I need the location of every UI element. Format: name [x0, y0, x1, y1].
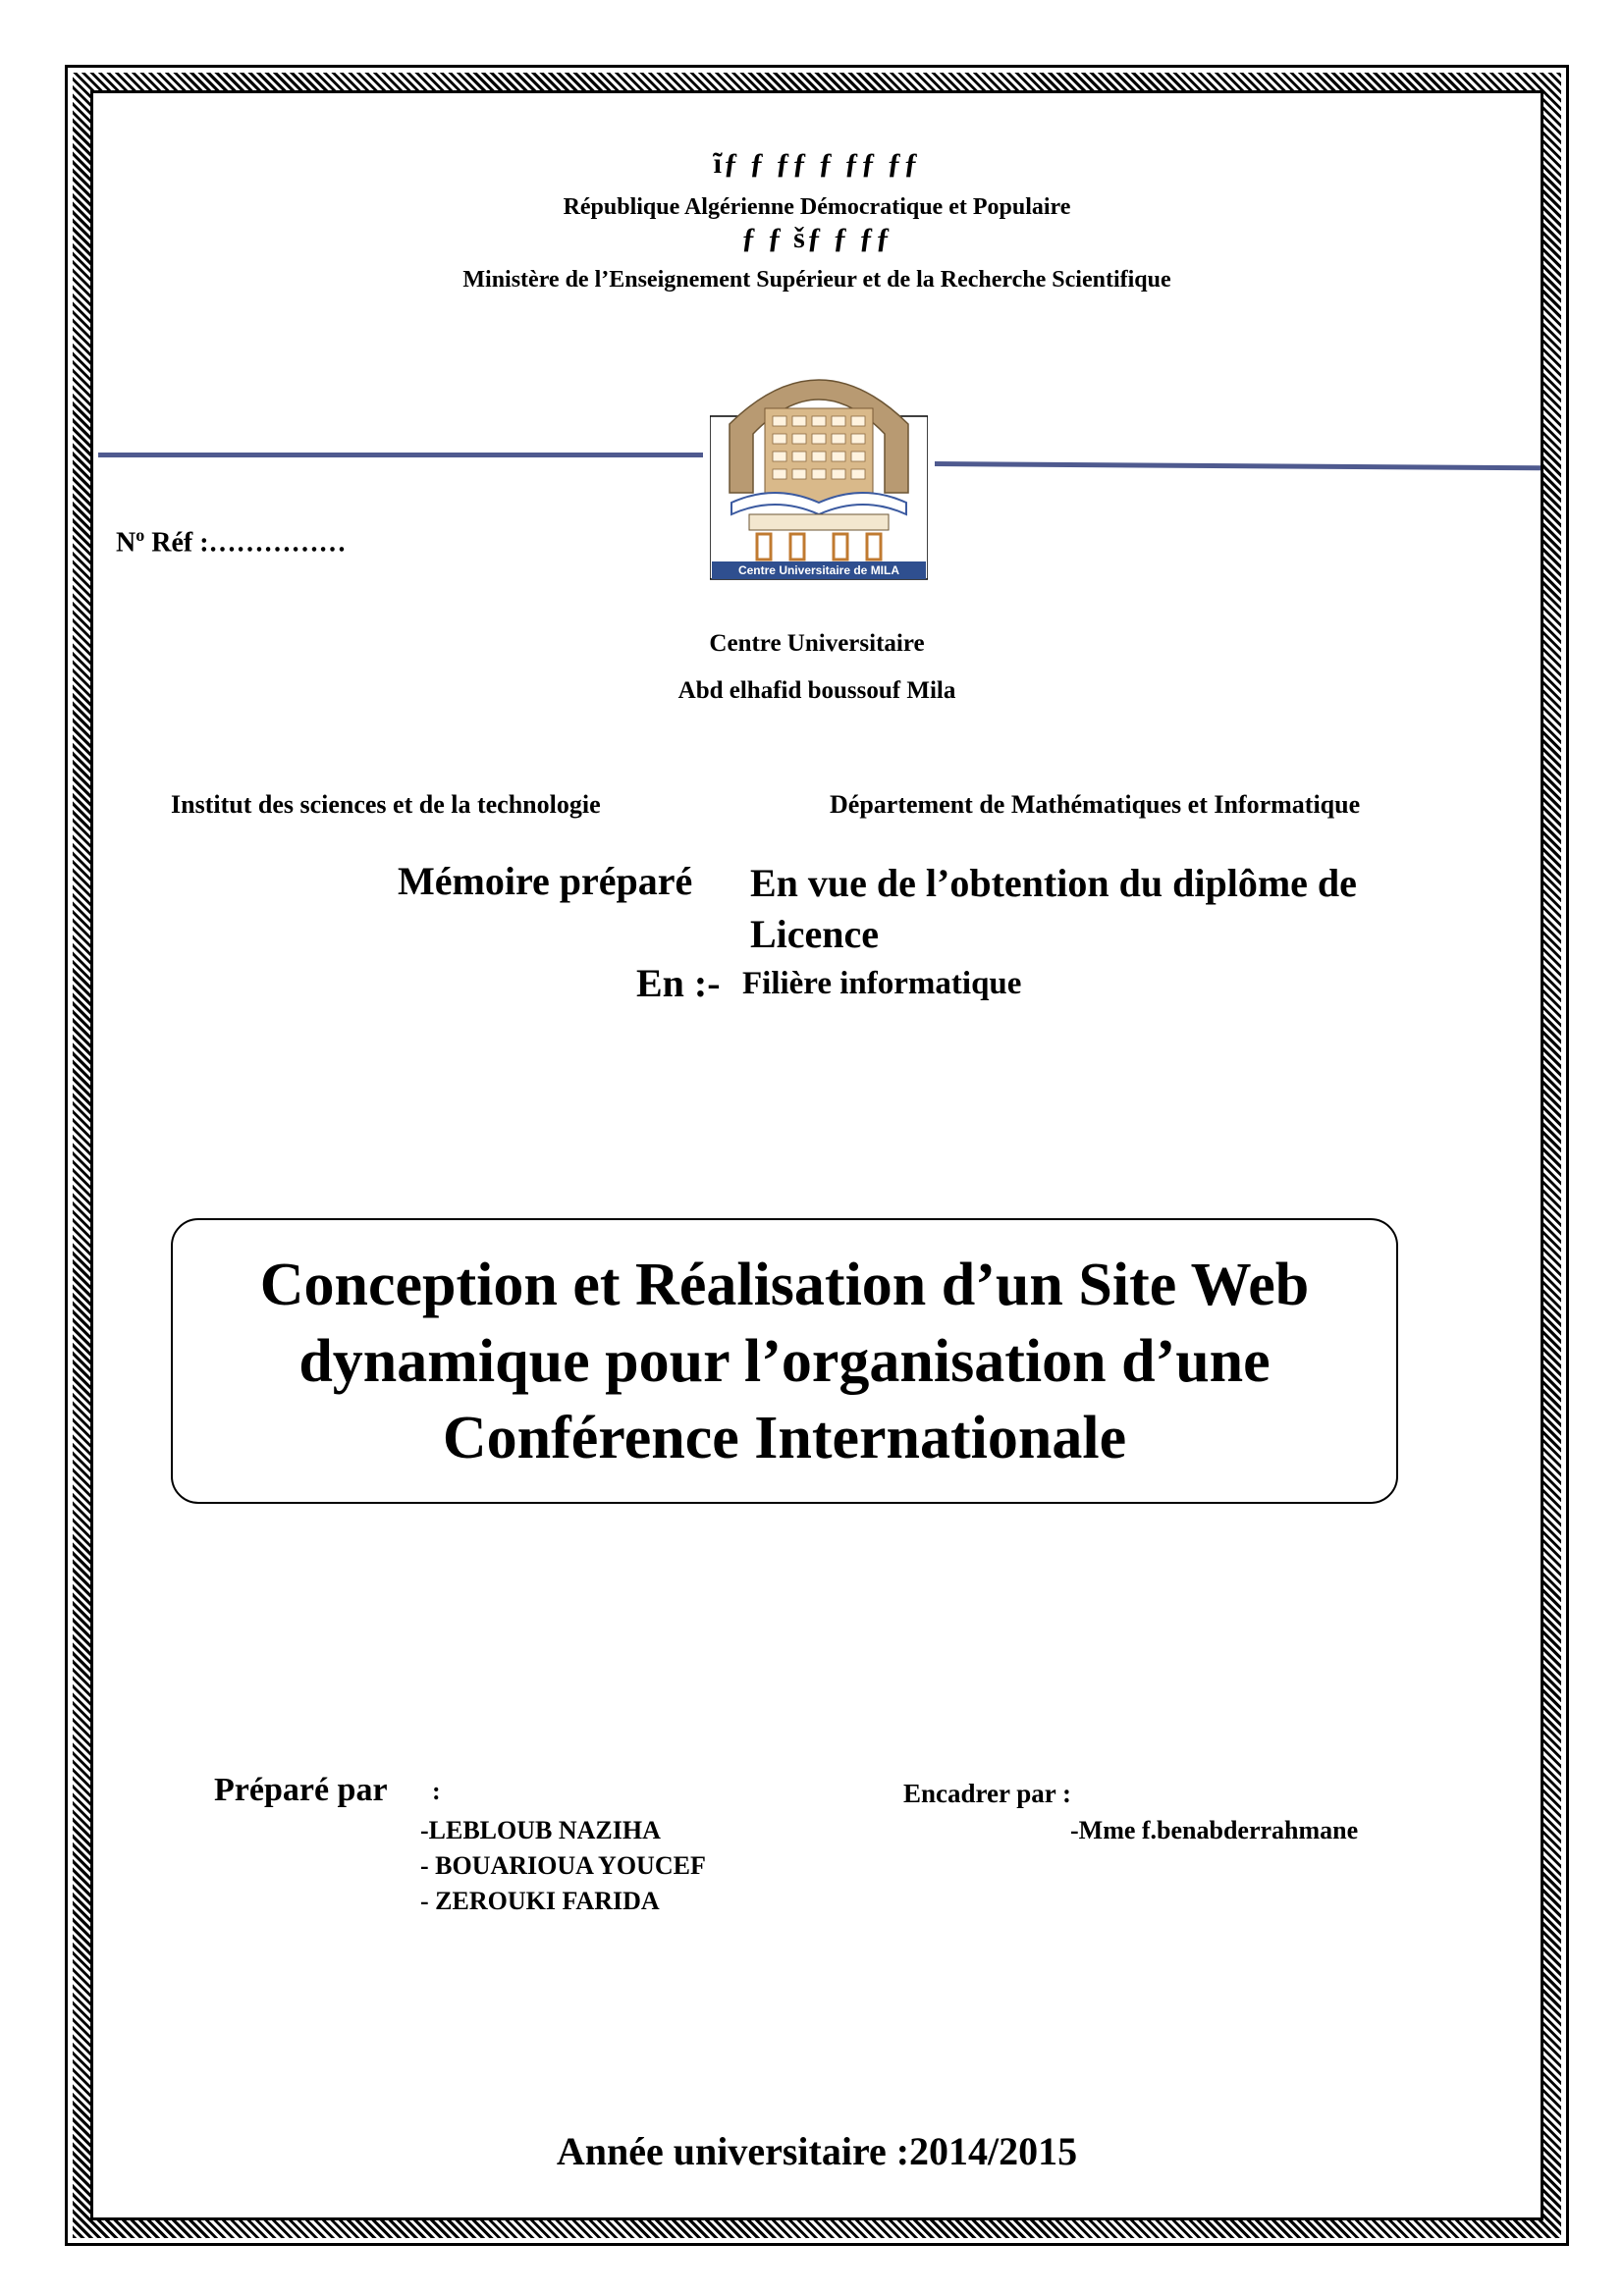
ref-suffix: Réf :…………… — [144, 527, 347, 559]
university-line-2: Abd elhafid boussouf Mila — [677, 677, 956, 704]
logo-caption: Centre Universitaire de MILA — [737, 563, 900, 577]
field-name: Filière informatique — [742, 966, 1022, 1001]
academic-year: Année universitaire :2014/2015 — [556, 2129, 1078, 2173]
memoire-label: Mémoire préparé — [398, 859, 693, 903]
memoire-purpose: En vue de l’obtention du diplôme de Licence — [750, 861, 1357, 956]
supervised-by-label: Encadrer par : — [903, 1779, 1072, 1808]
thesis-title-line-3: Conférence Internationale — [442, 1404, 1127, 1471]
author-3: - ZEROUKI FARIDA — [420, 1887, 660, 1915]
institute-name: Institut des sciences et de la technologie — [171, 790, 601, 819]
field-label: En :- — [636, 961, 721, 1005]
thesis-title-line-1: Conception et Réalisation d’un Site Web — [259, 1251, 1310, 1318]
reference-number — [116, 525, 347, 559]
arabic-republic-line: ĩƒ ƒ ƒƒ ƒ ƒƒ ƒƒ — [713, 147, 921, 180]
ref-prefix: N — [116, 527, 136, 559]
thesis-title-box — [171, 1218, 1398, 1504]
author-1: -LEBLOUB NAZIHA — [420, 1816, 661, 1844]
ministry-name: Ministère de l’Enseignement Supérieur et de la Recherche Scientifique — [462, 267, 1171, 293]
department-name: Département de Mathématiques et Informatique — [830, 790, 1361, 819]
header-rule-left — [98, 453, 703, 457]
university-line-1: Centre Universitaire — [709, 630, 925, 657]
thesis-title-line-2: dynamique pour l’organisation d’une — [298, 1327, 1271, 1395]
thesis-title — [195, 1247, 1374, 1476]
university-logo — [710, 355, 928, 581]
prepared-by-colon: : — [432, 1777, 441, 1805]
supervisor-name: -Mme f.benabderrahmane — [1070, 1816, 1359, 1844]
arabic-ministry-line: ƒ ƒ šƒ ƒ ƒƒ — [741, 222, 893, 254]
republic-name: République Algérienne Démocratique et Populaire — [563, 194, 1071, 220]
author-2: - BOUARIOUA YOUCEF — [420, 1851, 706, 1880]
ref-superscript: o — [135, 525, 145, 545]
prepared-by-label: Préparé par — [214, 1772, 388, 1808]
